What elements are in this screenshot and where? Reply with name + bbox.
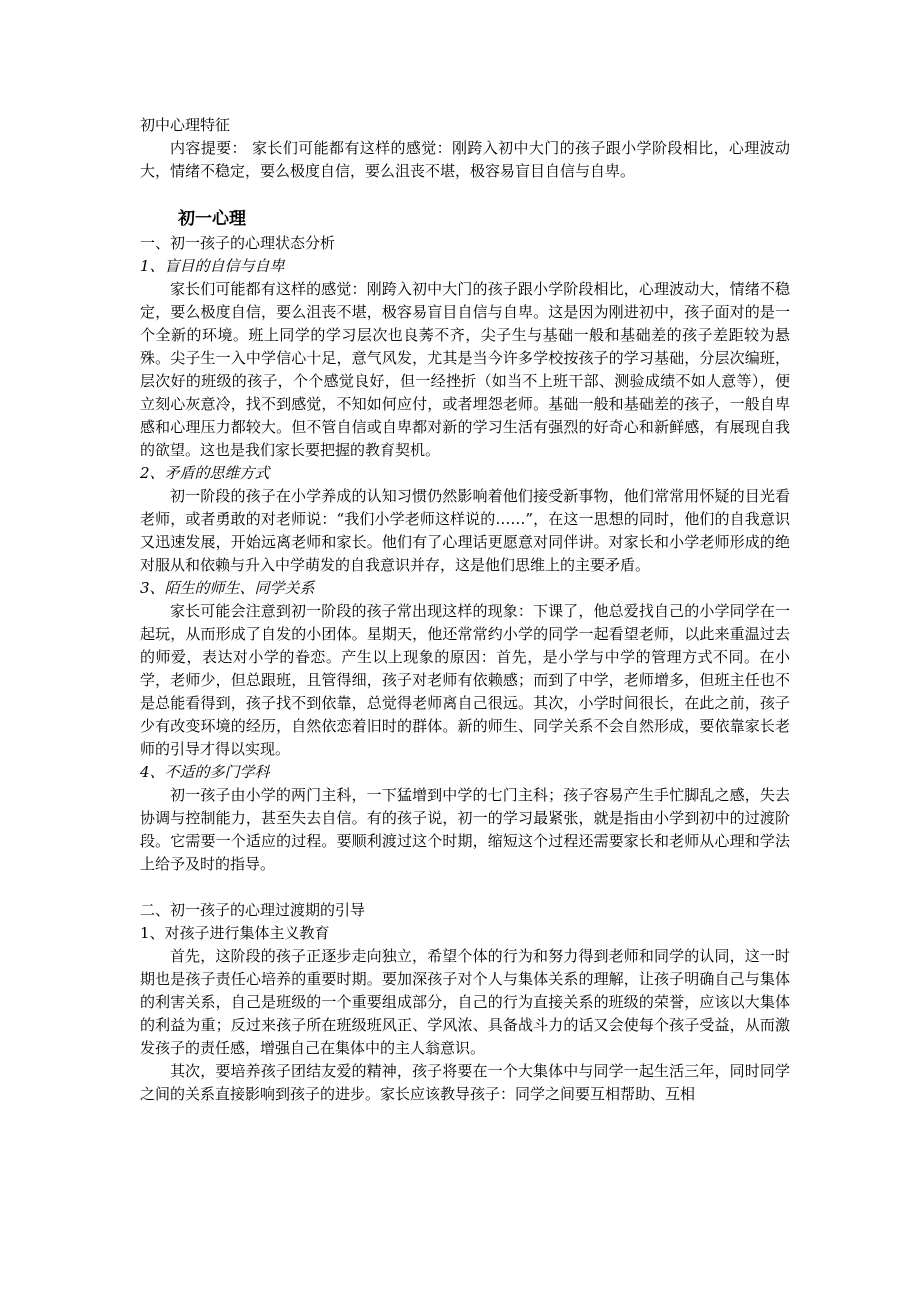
item4-title: 4、不适的多门学科 [140, 763, 270, 781]
spacer [140, 876, 790, 899]
item3-title: 3、陌生的师生、同学关系 [140, 579, 315, 597]
item1-title: 1、盲目的自信与自卑 [140, 257, 285, 275]
document-title: 初中心理特征 [140, 116, 231, 134]
section1-title: 一、初一孩子的心理状态分析 [140, 234, 336, 252]
section2-item1-title: 1、对孩子进行集体主义教育 [140, 924, 330, 942]
item2-text: 初一阶段的孩子在小学养成的认知习惯仍然影响着他们接受新事物，他们常常用怀疑的目光看老师，或者勇敢的对老师说：“我们小学老师这样说的……”，在这一思想的同时，他们的自我意识又迅速发展，开始远离老师和家长。他们有了心理话更愿意对同伴讲。对家长和小学老师形成的绝对服从和依赖与升入中学萌发的自我意识并存，这是他们思维上的主要矛盾。 [140, 487, 790, 574]
item1-text: 家长们可能都有这样的感觉：刚跨入初中大门的孩子跟小学阶段相比，心理波动大，情绪不稳定，要么极度自信，要么沮丧不堪，极容易盲目自信与自卑。这是因为刚进初中，孩子面对的是一个全新的环境。班上同学的学习层次也良莠不齐，尖子生与基础一般和基础差的孩子差距较为悬殊。尖子生一入中学信心十足，意气风发，尤其是当今许多学校按孩子的学习基础，分层次编班，层次好的班级的孩子，个个感觉良好，但一经挫折（如当不上班干部、测验成绩不如人意等），便立刻心灰意冷，找不到感觉，不知如何应付，或者埋怨老师。基础一般和基础差的孩子，一般自卑感和心理压力都较大。但不管自信或自卑都对新的学习生活有强烈的好奇心和新鲜感，有展现自我的欲望。这也是我们家长要把握的教育契机。 [140, 280, 790, 459]
section2-paragraph-2: 其次，要培养孩子团结友爱的精神，孩子将要在一个大集体中与同学一起生活三年，同时同学之间的关系直接影响到孩子的进步。家长应该教导孩子：同学之间要互相帮助、互相 [140, 1062, 790, 1103]
summary-paragraph: 内容提要： 家长们可能都有这样的感觉：刚跨入初中大门的孩子跟小学阶段相比，心理波动大，情绪不稳定，要么极度自信，要么沮丧不堪，极容易盲目自信与自卑。 [140, 139, 790, 180]
document-page [140, 114, 790, 1106]
section-heading: 初一心理 [178, 209, 246, 229]
section2-paragraph-1: 首先，这阶段的孩子正逐步走向独立，希望个体的行为和努力得到老师和同学的认同，这一时期也是孩子责任心培养的重要时期。要加深孩子对个人与集体关系的理解，让孩子明确自己与集体的利害关系，自己是班级的一个重要组成部分，自己的行为直接关系的班级的荣誉，应该以大集体的利益为重；反过来孩子所在班级班风正、学风浓、具备战斗力的话又会使每个孩子受益，从而激发孩子的责任感，增强自己在集体中的主人翁意识。 [140, 947, 790, 1057]
section2-title: 二、初一孩子的心理过渡期的引导 [140, 901, 366, 919]
item3-text: 家长可能会注意到初一阶段的孩子常出现这样的现象：下课了，他总爱找自己的小学同学在一起玩，从而形成了自发的小团体。星期天，他还常常约小学的同学一起看望老师，以此来重温过去的师爱，表达对小学的眷恋。产生以上现象的原因：首先，是小学与中学的管理方式不同。在小学，老师少，但总跟班，且管得细，孩子对老师有依赖感；而到了中学，老师增多，但班主任也不是总能看得到，孩子找不到依靠，总觉得老师离自己很远。其次，小学时间很长，在此之前，孩子少有改变环境的经历，自然依恋着旧时的群体。新的师生、同学关系不会自然形成，要依靠家长老师的引导才得以实现。 [140, 602, 790, 758]
item4-text: 初一孩子由小学的两门主科，一下猛增到中学的七门主科；孩子容易产生手忙脚乱之感，失去协调与控制能力，甚至失去自信。有的孩子说，初一的学习最紧张，就是指由小学到初中的过渡阶段。它需要一个适应的过程。要顺利渡过这个时期，缩短这个过程还需要家长和老师从心理和学法上给予及时的指导。 [140, 786, 790, 873]
spacer [140, 183, 790, 206]
item2-title: 2、矛盾的思维方式 [140, 464, 270, 482]
